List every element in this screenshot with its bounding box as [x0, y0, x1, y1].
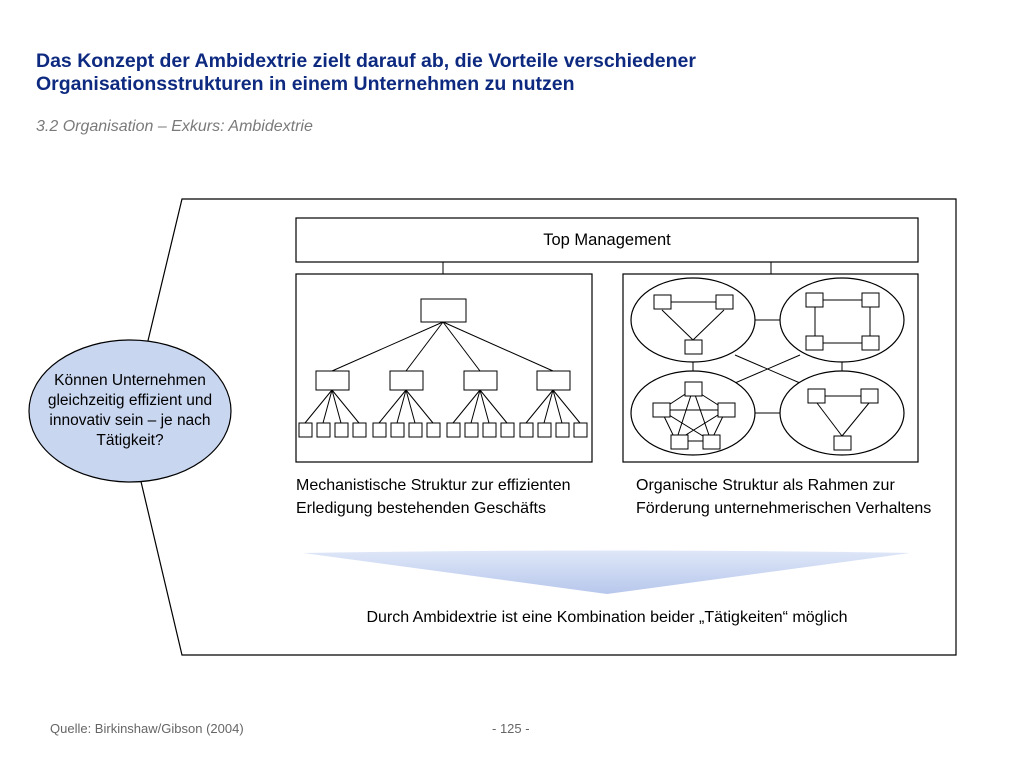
org-node [862, 336, 879, 350]
org-node [671, 435, 688, 449]
mech-leaf-node [391, 423, 404, 437]
mech-leaf-node [556, 423, 569, 437]
mech-leaf-node [501, 423, 514, 437]
org-node [653, 403, 670, 417]
mech-mid-node [316, 371, 349, 390]
org-node [834, 436, 851, 450]
mech-leaf-node [447, 423, 460, 437]
org-node [806, 336, 823, 350]
mech-mid-node [390, 371, 423, 390]
mech-leaf-node [427, 423, 440, 437]
org-node [861, 389, 878, 403]
title-line-2: Organisationsstrukturen in einem Unternehmen zu nutzen [36, 73, 575, 95]
mech-leaf-node [483, 423, 496, 437]
slide-subtitle: 3.2 Organisation – Exkurs: Ambidextrie [36, 118, 313, 135]
mechanistic-caption: Mechanistische Struktur zur effizienten Erledigung bestehenden Geschäfts [296, 477, 571, 517]
org-node [862, 293, 879, 307]
mech-leaf-node [317, 423, 330, 437]
mech-leaf-node [574, 423, 587, 437]
mech-leaf-node [520, 423, 533, 437]
cluster-ellipse [780, 278, 904, 362]
mech-mid-node [537, 371, 570, 390]
conclusion-text: Durch Ambidextrie ist eine Kombination beider „Tätigkeiten“ möglich [366, 609, 848, 626]
source-citation: Quelle: Birkinshaw/Gibson (2004) [50, 721, 244, 736]
organic-caption: Organische Struktur als Rahmen zur Förderung unternehmerischen Verhaltens [636, 477, 932, 517]
title-line-1: Das Konzept der Ambidextrie zielt darauf ab, die Vorteile verschiedener [36, 50, 696, 72]
organic-structure [623, 274, 918, 462]
org-node [718, 403, 735, 417]
mech-leaf-node [465, 423, 478, 437]
org-node [703, 435, 720, 449]
mech-leaf-node [299, 423, 312, 437]
combination-arrow [303, 551, 910, 595]
mechanistic-structure [296, 274, 592, 462]
mech-leaf-node [335, 423, 348, 437]
mech-mid-node [464, 371, 497, 390]
top-management-label: Top Management [543, 230, 671, 249]
org-node [808, 389, 825, 403]
page-number: - 125 - [492, 721, 530, 736]
org-node [685, 340, 702, 354]
question-text: Können Unternehmen gleichzeitig effizient und innovativ sein – je nach Tätigkeit? [47, 372, 213, 449]
mech-root-node [421, 299, 466, 322]
org-node [716, 295, 733, 309]
org-node [654, 295, 671, 309]
mech-leaf-node [373, 423, 386, 437]
mech-leaf-node [353, 423, 366, 437]
mech-leaf-node [409, 423, 422, 437]
org-node [806, 293, 823, 307]
org-node [685, 382, 702, 396]
mech-leaf-node [538, 423, 551, 437]
